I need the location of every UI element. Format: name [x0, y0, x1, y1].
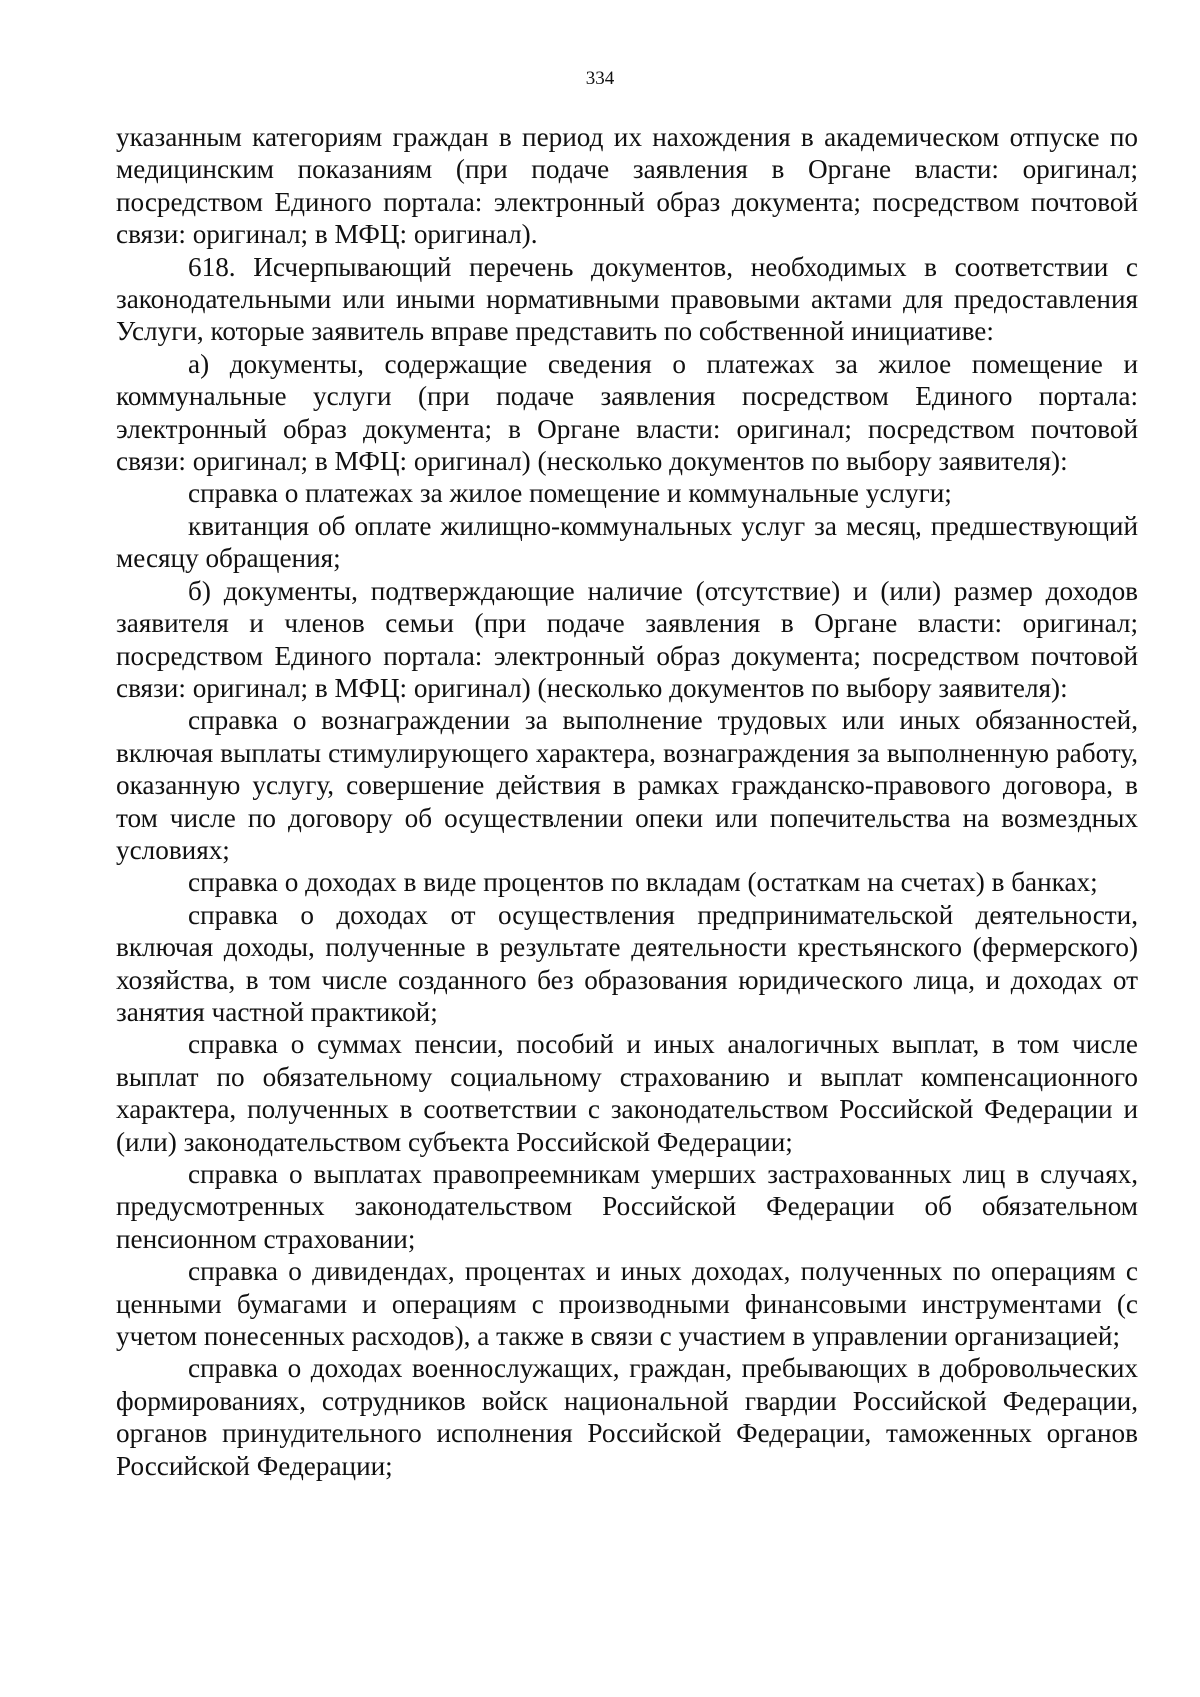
paragraph-list-item: справка о вознаграждении за выполнение трудовых или иных обязанностей, включая выплаты стимулирующего характера, вознаграждения за выполненную работу, оказанную услугу, совершение действия в рамках гражданско-правового договора, в том числе по договору об осуществлении опеки или попечительства на возмездных условиях;: [116, 705, 1138, 865]
document-body: [116, 121, 1138, 1482]
paragraph-list-item: квитанция об оплате жилищно-коммунальных услуг за месяц, предшествующий месяцу обращения;: [116, 510, 1138, 574]
paragraph-list-item: справка о доходах в виде процентов по вкладам (остаткам на счетах) в банках;: [188, 867, 1098, 898]
paragraph-list-item: справка о доходах военнослужащих, граждан, пребывающих в добровольческих формированиях, сотрудников войск национальной гвардии Российской Федерации, органов принудительного исполнения Российской Федерации, таможенных органов Российской Федерации;: [116, 1353, 1138, 1481]
paragraph-list-item: справка о выплатах правопреемникам умерших застрахованных лиц в случаях, предусмотренных законодательством Российской Федерации об обязательном пенсионном страховании;: [116, 1159, 1138, 1254]
paragraph-list-item: справка о дивидендах, процентах и иных доходах, полученных по операциям с ценными бумагами и операциям с производными финансовыми инструментами (с учетом понесенных расходов), а также в связи с участием в управлении организацией;: [116, 1256, 1138, 1352]
paragraph-item-618: 618. Исчерпывающий перечень документов, необходимых в соответствии с законодательными или иными нормативными правовыми актами для предоставления Услуги, которые заявитель вправе представить по собственной инициативе:: [116, 251, 1138, 347]
paragraph-subitem-a: а) документы, содержащие сведения о платежах за жилое помещение и коммунальные услуги (при подаче заявления посредством Единого портала: электронный образ документа; в Органе власти: оригинал; посредством почтовой связи: оригинал; в МФЦ: оригинал) (несколько документов по выбору заявителя):: [116, 348, 1138, 477]
page-number: 334: [585, 68, 615, 89]
paragraph-list-item: справка о суммах пенсии, пособий и иных аналогичных выплат, в том числе выплат по обязательному социальному страхованию и выплат компенсационного характера, полученных в соответствии с законодательством Российской Федерации и (или) законодательством субъекта Российской Федерации;: [116, 1029, 1138, 1157]
paragraph-list-item: справка о доходах от осуществления предпринимательской деятельности, включая доходы, полученные в результате деятельности крестьянского (фермерского) хозяйства, в том числе созданного без образования юридического лица, и доходах от занятия частной практикой;: [116, 899, 1138, 1027]
paragraph-subitem-b: б) документы, подтверждающие наличие (отсутствие) и (или) размер доходов заявителя и членов семьи (при подаче заявления в Органе власти: оригинал; посредством Единого портала: электронный образ документа; посредством почтовой связи: оригинал; в МФЦ: оригинал) (несколько документов по выбору заявителя):: [116, 575, 1138, 703]
paragraph-list-item: справка о платежах за жилое помещение и коммунальные услуги;: [188, 478, 952, 509]
paragraph-continuation: указанным категориям граждан в период их нахождения в академическом отпуске по медицинским показаниям (при подаче заявления в Органе власти: оригинал; посредством Единого портала: электронный образ документа; посредством почтовой связи: оригинал; в МФЦ: оригинал).: [116, 122, 1138, 250]
